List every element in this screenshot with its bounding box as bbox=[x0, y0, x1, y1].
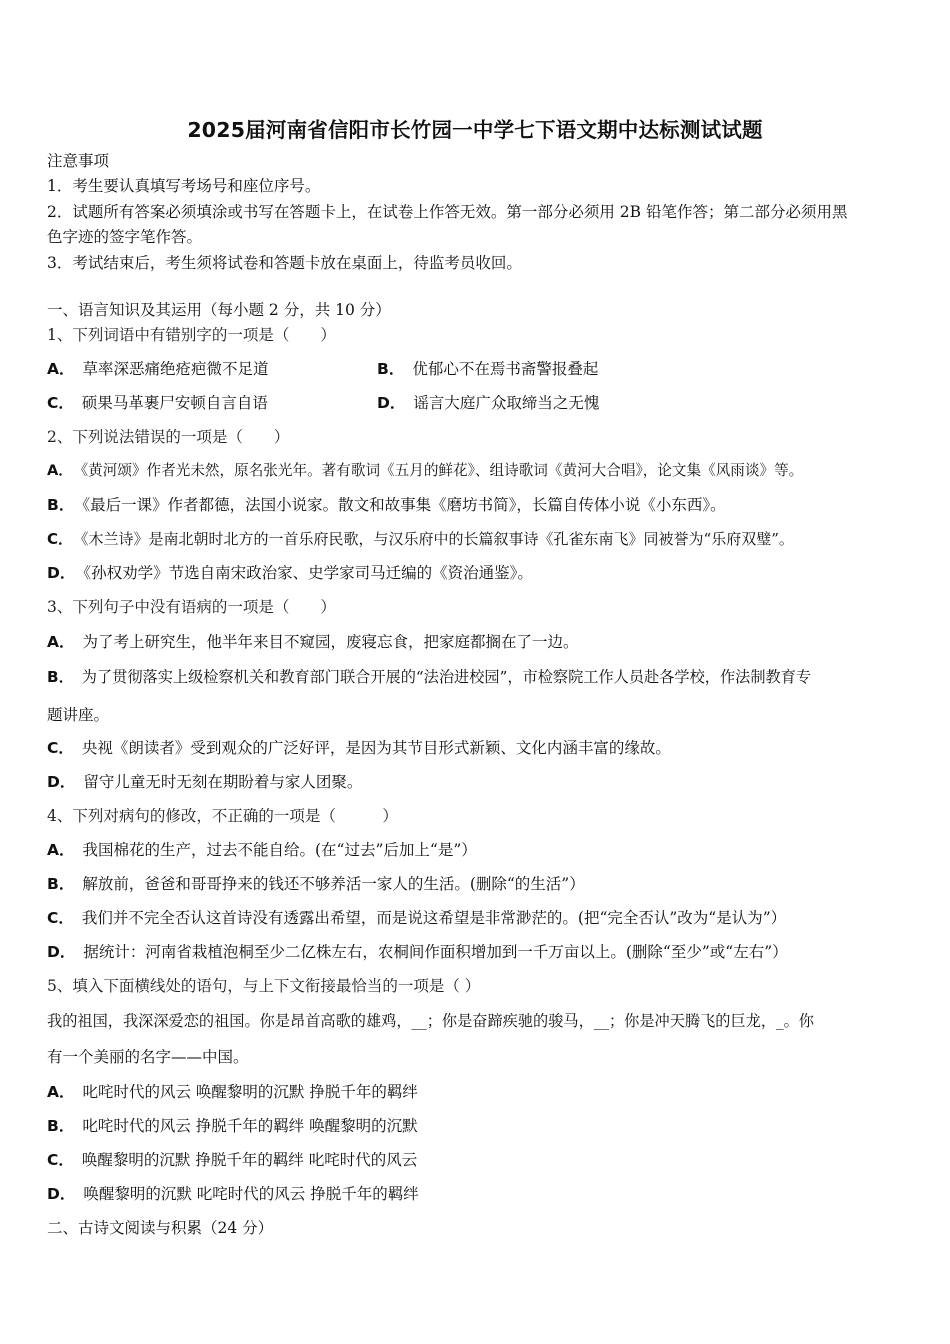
question-stem: 1、下列词语中有错别字的一项是（ ） bbox=[47, 326, 336, 344]
question-stem: 3、下列句子中没有语病的一项是（ ） bbox=[47, 598, 336, 616]
option-d bbox=[47, 941, 910, 963]
option-text: 谣言大庭广众取缔当之无愧 bbox=[413, 394, 600, 412]
option-d bbox=[47, 562, 910, 584]
notice-item: 1．考生要认真填写考场号和座位序号。 bbox=[47, 177, 321, 195]
option-c bbox=[47, 392, 910, 414]
option-label: B． bbox=[377, 360, 405, 378]
notice-item: 色字迹的签字笔作答。 bbox=[47, 228, 203, 246]
option-text: 《最后一课》作者都德，法国小说家。散文和故事集《磨坊书简》，长篇自传体小说《小东西》。 bbox=[82, 496, 726, 514]
option-d bbox=[377, 392, 599, 414]
option-text: 唤醒黎明的沉默 叱咤时代的风云 挣脱千年的羁绊 bbox=[83, 1185, 419, 1203]
option-label: A． bbox=[47, 1083, 75, 1101]
question-stem: 4、下列对病句的修改，不正确的一项是（ ） bbox=[47, 807, 398, 825]
option-b bbox=[47, 494, 910, 516]
option-text: 草率深恶痛绝疮疤微不足道 bbox=[82, 360, 269, 378]
option-label: D． bbox=[47, 1185, 76, 1203]
option-text: 央视《朗读者》受到观众的广泛好评，是因为其节目形式新颖、文化内涵丰富的缘故。 bbox=[81, 739, 671, 757]
option-label: C． bbox=[47, 530, 74, 548]
notice-item: 2．试题所有答案必须填涂或书写在答题卡上，在试卷上作答无效。第一部分必须用 2B 铅笔作答；第二部分必须用黑 bbox=[47, 203, 848, 221]
page-title: 2025届河南省信阳市长竹园一中学七下语文期中达标测试试题 bbox=[187, 118, 763, 142]
option-text: 留守儿童无时无刻在期盼着与家人团聚。 bbox=[83, 773, 363, 791]
option-a bbox=[47, 839, 910, 861]
option-b bbox=[47, 1115, 910, 1137]
option-text: 我国棉花的生产，过去不能自给。(在“过去”后加上“是”） bbox=[82, 841, 477, 859]
option-text: 叱咤时代的风云 挣脱千年的羁绊 唤醒黎明的沉默 bbox=[82, 1117, 418, 1135]
passage-line: 有一个美丽的名字——中国。 bbox=[47, 1048, 249, 1066]
option-a bbox=[47, 1081, 910, 1103]
option-label: A． bbox=[47, 633, 75, 651]
option-b-continued bbox=[47, 704, 910, 726]
option-label: A． bbox=[47, 841, 75, 859]
option-d bbox=[47, 771, 910, 793]
option-text: 《木兰诗》是南北朝时北方的一首乐府民歌，与汉乐府中的长篇叙事诗《孔雀东南飞》同被誉为“乐府双璧”。 bbox=[81, 530, 794, 548]
option-label: B． bbox=[47, 496, 75, 514]
option-c bbox=[47, 737, 910, 759]
option-text: 唤醒黎明的沉默 挣脱千年的羁绊 叱咤时代的风云 bbox=[81, 1151, 418, 1169]
option-text: 解放前，爸爸和哥哥挣来的钱还不够养活一家人的生活。(删除“的生活”） bbox=[82, 875, 585, 893]
passage-line: 我的祖国，我深深爱恋的祖国。你是昂首高歌的雄鸡，__；你是奋蹄疾驰的骏马，__；你是冲天腾飞的巨龙，_。你 bbox=[47, 1012, 814, 1030]
option-label: C． bbox=[47, 739, 74, 757]
option-b bbox=[377, 358, 598, 380]
option-b bbox=[47, 873, 910, 895]
option-label: A． bbox=[47, 462, 73, 479]
option-c bbox=[47, 528, 910, 550]
option-text: 为了考上研究生，他半年来目不窥园，废寝忘食，把家庭都搁在了一边。 bbox=[82, 633, 579, 651]
option-text: 我们并不完全否认这首诗没有透露出希望，而是说这希望是非常渺茫的。(把“完全否认”改为“是认为”） bbox=[81, 909, 787, 927]
option-label: D． bbox=[47, 773, 76, 791]
option-label: C． bbox=[47, 909, 74, 927]
option-text: 据统计：河南省栽植泡桐至少二亿株左右，农桐间作面积增加到一千万亩以上。(删除“至少”或“左右”） bbox=[83, 943, 788, 961]
option-a bbox=[47, 358, 910, 380]
option-c bbox=[47, 1149, 910, 1171]
notice-item: 3．考试结束后，考生须将试卷和答题卡放在桌面上，待监考员收回。 bbox=[47, 254, 522, 272]
option-label: D． bbox=[47, 564, 76, 582]
option-b bbox=[47, 666, 910, 688]
option-label: D． bbox=[377, 394, 406, 412]
option-text: 题讲座。 bbox=[47, 706, 110, 724]
option-text: 《孙权劝学》节选自南宋政治家、史学家司马迁编的《资治通鉴》。 bbox=[83, 564, 533, 582]
option-label: D． bbox=[47, 943, 76, 961]
option-text: 硕果马革裹尸安顿自言自语 bbox=[81, 394, 268, 412]
question-stem: 5、填入下面横线处的语句，与上下文衔接最恰当的一项是（ ） bbox=[47, 977, 481, 995]
option-a bbox=[47, 631, 910, 653]
option-label: C． bbox=[47, 394, 74, 412]
option-label: A． bbox=[47, 360, 75, 378]
section-heading: 一、语言知识及其运用（每小题 2 分，共 10 分） bbox=[47, 301, 391, 319]
option-a bbox=[47, 460, 910, 482]
option-text: 优郁心不在焉书斋警报叠起 bbox=[412, 360, 599, 378]
option-text: 《黄河颂》作者光未然，原名张光年。著有歌词《五月的鲜花》、组诗歌词《黄河大合唱》，论文集《风雨谈》等。 bbox=[80, 462, 804, 479]
option-text: 为了贯彻落实上级检察机关和教育部门联合开展的“法治进校园”，市检察院工作人员赴各学校，作法制教育专 bbox=[81, 668, 812, 686]
question-stem: 2、下列说法错误的一项是（ ） bbox=[47, 428, 290, 446]
option-label: B． bbox=[47, 668, 74, 686]
option-c bbox=[47, 907, 910, 929]
notice-heading: 注意事项 bbox=[47, 152, 110, 170]
option-label: B． bbox=[47, 1117, 75, 1135]
option-d bbox=[47, 1183, 910, 1205]
option-label: C． bbox=[47, 1151, 74, 1169]
option-label: B． bbox=[47, 875, 75, 893]
section-heading: 二、古诗文阅读与积累（24 分） bbox=[47, 1219, 274, 1237]
option-text: 叱咤时代的风云 唤醒黎明的沉默 挣脱千年的羁绊 bbox=[82, 1083, 418, 1101]
